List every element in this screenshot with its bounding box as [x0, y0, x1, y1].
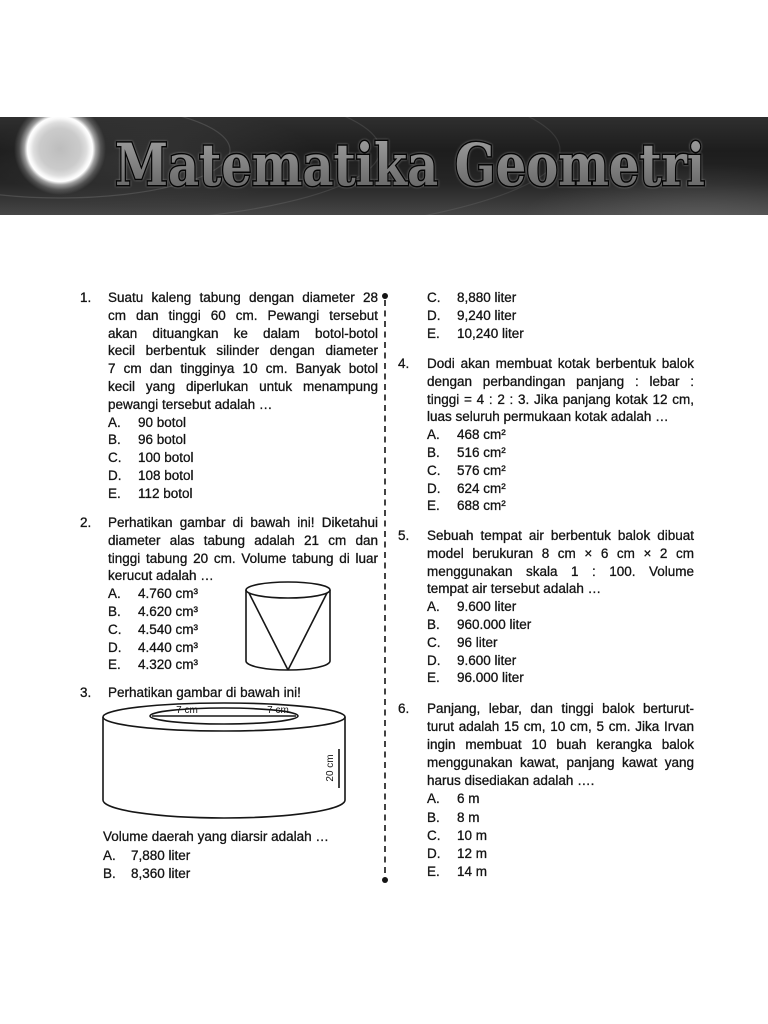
page-title: Matematika Geometri: [115, 131, 705, 199]
option-text: 8,880 liter: [457, 290, 517, 305]
option-letter: C.: [427, 462, 441, 478]
option-text: 4.440 cm³: [138, 639, 199, 655]
option-e: [427, 669, 694, 687]
question-number: 4.: [398, 356, 410, 371]
option-text: 7,880 liter: [131, 848, 191, 863]
question-3-prompt: [103, 828, 329, 846]
question-3-options-continued: [427, 289, 524, 342]
dimension-label-height: 20 cm: [325, 754, 336, 782]
question-text-line: model berukuran 8 cm × 6 cm × 2 cm: [427, 545, 694, 561]
option-letter: C.: [108, 621, 122, 637]
question-text-line: ingin membuat 10 buah kerangka balok: [427, 737, 694, 753]
question-text-line: kerucut adalah …: [108, 568, 214, 584]
option-text: 688 cm²: [457, 498, 506, 514]
option-text: 4.540 cm³: [138, 621, 199, 637]
option-letter: D.: [427, 845, 441, 861]
question-number: 1.: [80, 290, 92, 305]
option-letter: E.: [427, 863, 440, 879]
option-letter: D.: [108, 639, 122, 655]
option-text: 10 m: [457, 827, 488, 843]
question-text-line: Dodi akan membuat kotak berbentuk balok: [427, 356, 694, 371]
question-number: 3.: [80, 685, 92, 700]
option-letter: A.: [108, 414, 121, 430]
option-text: 10,240 liter: [457, 325, 524, 341]
option-text: 9.600 liter: [457, 652, 517, 668]
title-graphic: [0, 117, 768, 215]
question-number: 5.: [398, 528, 410, 543]
option-letter: C.: [108, 450, 122, 466]
option-letter: E.: [427, 670, 440, 686]
option-a: [427, 598, 694, 616]
option-a: [108, 414, 378, 432]
option-letter: C.: [427, 827, 441, 843]
option-letter: B.: [108, 432, 121, 448]
option-a: [427, 426, 694, 444]
option-d: [427, 652, 694, 670]
option-d: [427, 307, 524, 325]
option-letter: E.: [427, 325, 440, 341]
option-letter: B.: [103, 866, 116, 881]
question-text-line: Perhatikan gambar di bawah ini!: [108, 685, 301, 700]
option-text: 4.760 cm³: [138, 586, 199, 602]
option-text: 624 cm²: [457, 480, 506, 496]
option-letter: A.: [427, 427, 440, 443]
option-letter: C.: [427, 290, 441, 305]
option-c: [427, 634, 694, 652]
option-text: 6 m: [457, 791, 480, 807]
question-text-line: luas seluruh permukaan kotak adalah …: [427, 409, 669, 425]
question-text-line: akan dituangkan ke dalam botol-botol: [108, 325, 378, 341]
question-text-line: tinggi tabung 20 cm. Volume tabung di luar: [108, 550, 378, 566]
question-text-line: Panjang, lebar, dan tinggi balok berturut-: [427, 701, 694, 716]
option-letter: D.: [427, 480, 441, 496]
question-text-line: dengan perbandingan panjang : lebar :: [427, 373, 694, 389]
option-d: [427, 480, 694, 498]
option-text: 516 cm²: [457, 444, 506, 460]
question-text-line: kecil yang diperlukan untuk menampung: [108, 378, 378, 394]
question-text-line: pewangi tersebut adalah …: [108, 396, 273, 412]
option-text: 468 cm²: [457, 427, 506, 443]
option-text: 8 m: [457, 809, 480, 825]
option-text: 96.000 liter: [457, 670, 524, 686]
question-text-line: menggunakan skala 1 : 100. Volume: [427, 563, 694, 579]
option-letter: B.: [427, 444, 440, 460]
option-e: [427, 497, 694, 515]
question-text-line: Volume daerah yang diarsir adalah …: [103, 829, 329, 844]
option-letter: D.: [427, 652, 441, 668]
question-3-options: [103, 847, 190, 883]
question-text-line: Perhatikan gambar di bawah ini! Diketahui: [108, 515, 378, 530]
option-a: [103, 847, 190, 865]
dimension-label-right: 7 cm: [267, 705, 289, 716]
option-letter: E.: [108, 657, 121, 673]
option-e: [427, 325, 524, 343]
option-letter: A.: [108, 586, 121, 602]
option-letter: B.: [108, 603, 121, 619]
title-banner: [0, 117, 768, 215]
question-text-line: harus disediakan adalah ….: [427, 773, 595, 789]
cylinder-top-ellipse: [246, 582, 330, 598]
option-b: [427, 809, 694, 827]
figure-cylinder-cone: [242, 579, 334, 675]
question-text-line: Sebuah tempat air berbentuk balok dibuat: [427, 528, 694, 543]
option-c: [427, 289, 524, 307]
option-text: 960.000 liter: [457, 616, 532, 632]
option-text: 90 botol: [138, 414, 187, 430]
bottom-arc: [103, 800, 345, 818]
option-text: 9,240 liter: [457, 307, 517, 323]
option-text: 12 m: [457, 845, 488, 861]
question-text-line: Suatu kaleng tabung dengan diameter 28: [108, 290, 378, 305]
option-text: 8,360 liter: [131, 866, 191, 881]
option-d: [108, 467, 378, 485]
option-letter: D.: [427, 307, 441, 323]
option-text: 108 botol: [138, 467, 194, 483]
dimension-label-left: 7 cm: [176, 705, 198, 716]
option-text: 14 m: [457, 863, 488, 879]
option-b: [427, 616, 694, 634]
option-d: [427, 845, 694, 863]
option-letter: B.: [427, 809, 440, 825]
option-b: [108, 431, 378, 449]
option-a: [427, 790, 694, 808]
option-c: [108, 449, 378, 467]
option-text: 9.600 liter: [457, 599, 517, 615]
cone-left-edge: [249, 593, 288, 670]
option-text: 4.620 cm³: [138, 603, 199, 619]
option-b: [427, 444, 694, 462]
option-letter: D.: [108, 467, 122, 483]
question-text-line: diameter alas tabung adalah 21 cm dan: [108, 532, 378, 548]
option-b: [103, 865, 190, 883]
option-letter: E.: [108, 485, 121, 501]
option-text: 112 botol: [138, 485, 193, 501]
question-body: [108, 289, 378, 503]
question-text-line: turut adalah 15 cm, 10 cm, 5 cm. Jika Irvan: [427, 719, 694, 735]
option-e: [108, 485, 378, 503]
option-text: 96 liter: [457, 634, 498, 650]
question-text-line: cm dan tinggi 60 cm. Pewangi tersebut: [108, 307, 378, 323]
option-letter: B.: [427, 616, 440, 632]
question-text-line: tinggi = 4 : 2 : 3. Jika panjang kotak 12 cm,: [427, 391, 694, 407]
option-letter: E.: [427, 498, 440, 514]
question-text-line: tempat air tersebut adalah …: [427, 581, 602, 597]
cone-right-edge: [288, 593, 327, 670]
option-text: 96 botol: [138, 432, 187, 448]
question-text-line: menggunakan kawat, panjang kawat yang: [427, 755, 694, 771]
column-divider: [380, 290, 390, 886]
option-text: 4.320 cm³: [138, 657, 199, 673]
option-letter: A.: [103, 848, 116, 863]
option-c: [427, 462, 694, 480]
option-letter: C.: [427, 634, 441, 650]
question-number: 2.: [80, 515, 92, 530]
option-e: [427, 863, 694, 881]
question-body: [427, 700, 694, 881]
option-text: 576 cm²: [457, 462, 506, 478]
option-text: 100 botol: [138, 450, 194, 466]
option-letter: A.: [427, 599, 440, 615]
question-text-line: kecil berbentuk silinder dengan diameter: [108, 343, 378, 359]
option-letter: A.: [427, 791, 440, 807]
question-body: [427, 527, 694, 687]
option-c: [427, 827, 694, 845]
figure-hollow-cylinder: [100, 700, 350, 822]
question-number: 6.: [398, 701, 410, 716]
question-text-line: 7 cm dan tingginya 10 cm. Banyak botol: [108, 361, 378, 377]
question-body: [427, 355, 694, 515]
